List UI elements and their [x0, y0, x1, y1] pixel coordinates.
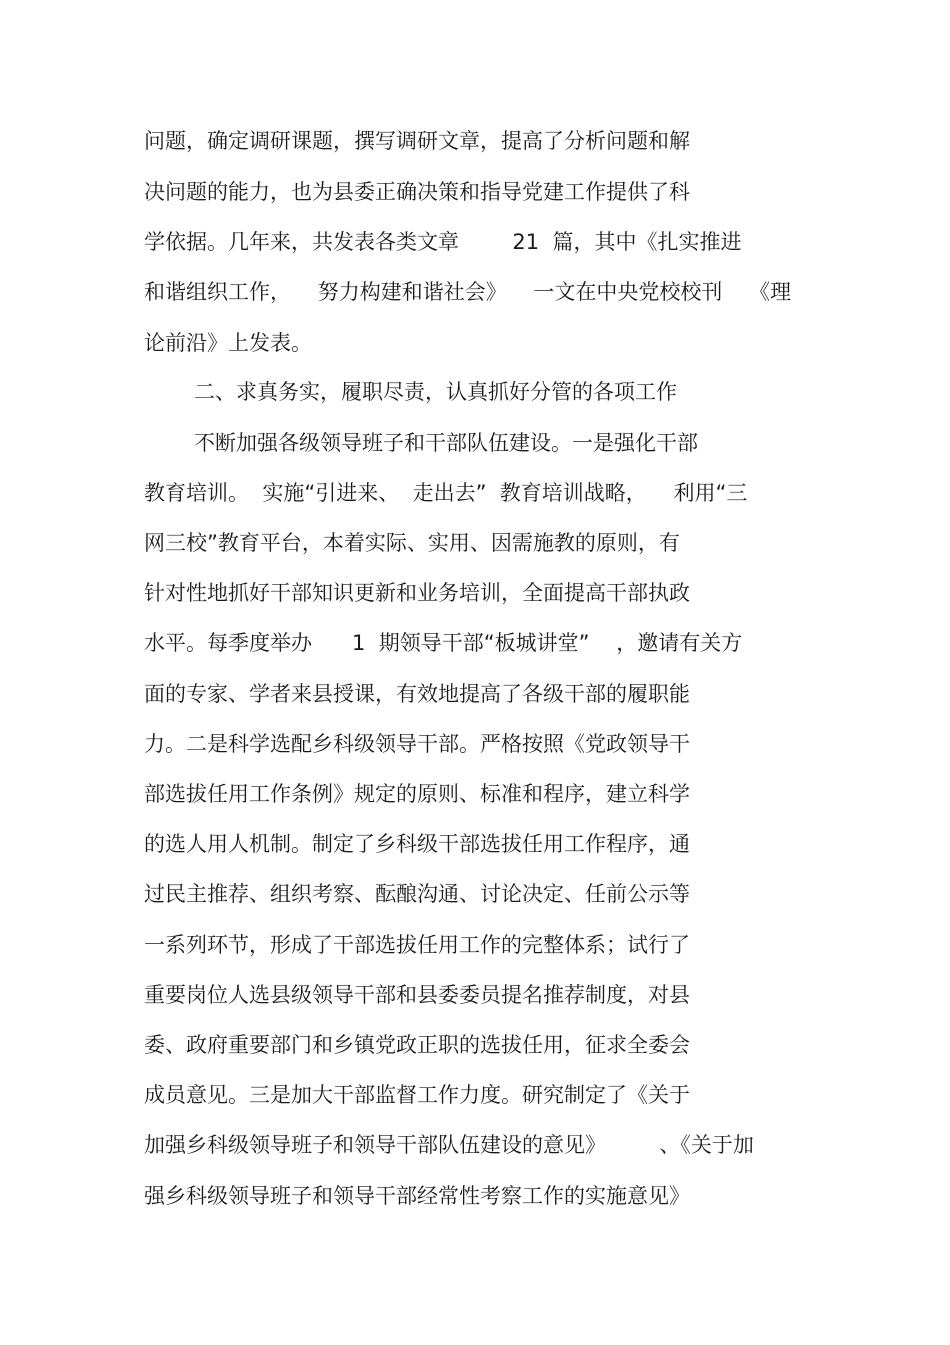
text-line: 委、政府重要部门和乡镇党政正职的选拔任用，征求全委会	[144, 1033, 690, 1057]
text-line: 过民主推荐、组织考察、酝酿沟通、讨论决定、任前公示等	[144, 882, 690, 906]
text-line: 水平。每季度举办 1 期领导干部“板城讲堂” ，邀请有关方	[144, 631, 743, 655]
text-line: 力。二是科学选配乡科级领导干部。严格按照《党政领导干	[144, 732, 690, 756]
text-line: 面的专家、学者来县授课，有效地提高了各级干部的履职能	[144, 682, 690, 706]
text-line: 加强乡科级领导班子和领导干部队伍建设的意见》 、《关于加	[144, 1133, 754, 1157]
text-line: 成员意见。三是加大干部监督工作力度。研究制定了《关于	[144, 1083, 690, 1107]
text-line: 问题，确定调研课题，撰写调研文章，提高了分析问题和解	[144, 129, 690, 153]
text-line: 和谐组织工作， 努力构建和谐社会》 一文在中央党校校刊 《理	[144, 280, 792, 304]
text-line: 强乡科级领导班子和领导干部经常性考察工作的实施意见》	[144, 1184, 690, 1208]
text-line: 重要岗位人选县级领导干部和县委委员提名推荐制度，对县	[144, 983, 690, 1007]
text-line: 网三校”教育平台，本着实际、实用、因需施教的原则，有	[144, 531, 680, 555]
text-line: 教育培训。 实施“引进来、 走出去” 教育培训战略， 利用“三	[144, 481, 748, 505]
text-line: 针对性地抓好干部知识更新和业务培训，全面提高干部执政	[144, 581, 690, 605]
text-line: 决问题的能力，也为县委正确决策和指导党建工作提供了科	[144, 180, 690, 204]
text-line: 一系列环节，形成了干部选拔任用工作的完整体系；试行了	[144, 933, 690, 957]
text-line: 学依据。几年来，共发表各类文章 21 篇，其中《扎实推进	[144, 230, 742, 254]
text-line: 部选拔任用工作条例》规定的原则、标准和程序，建立科学	[144, 782, 690, 806]
text-line: 的选人用人机制。制定了乡科级干部选拔任用工作程序，通	[144, 832, 690, 856]
text-line: 论前沿》上发表。	[144, 331, 312, 355]
paragraph-first-line: 不断加强各级领导班子和干部队伍建设。一是强化干部	[194, 431, 698, 455]
section-heading: 二、求真务实，履职尽责，认真抓好分管的各项工作	[194, 380, 677, 404]
